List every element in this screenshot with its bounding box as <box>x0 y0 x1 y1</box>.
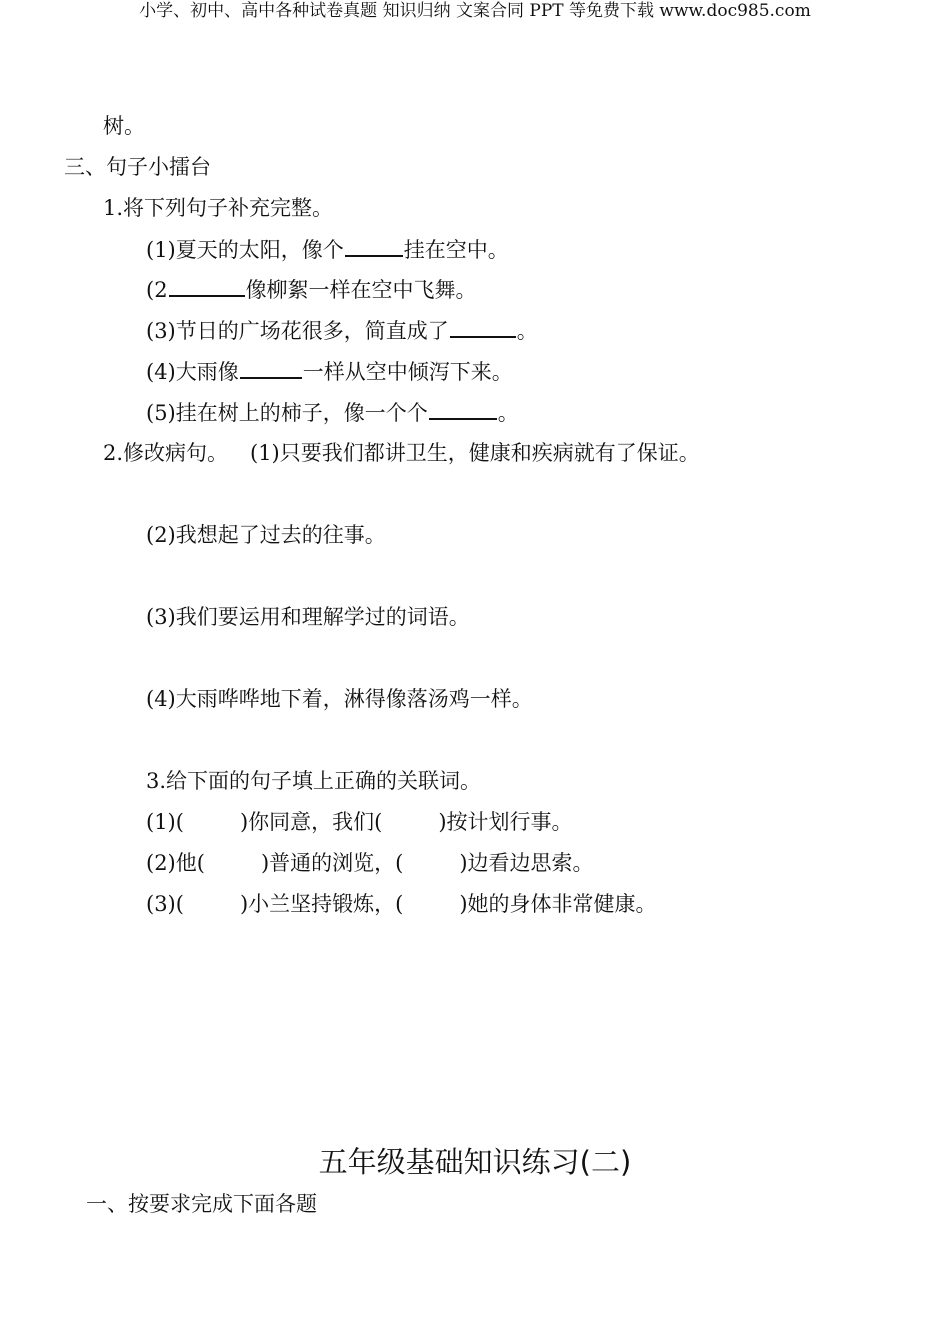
line-text: )她的身体非常健康。 <box>459 892 657 916</box>
line-text: )按计划行事。 <box>438 810 573 834</box>
sentence-item: (2)我想起了过去的往事。 <box>146 523 386 547</box>
line-text: 。 <box>497 401 519 425</box>
fill-blank-line <box>146 317 538 344</box>
conjunction-line <box>146 850 594 876</box>
question-prompt: 1.将下列句子补充完整。 <box>103 196 334 220</box>
sentence-item: (3)我们要运用和理解学过的词语。 <box>146 605 470 629</box>
line-text: (1)( <box>146 810 184 834</box>
line-text: (4)大雨像 <box>146 360 239 384</box>
question-prompt: 2.修改病句。 <box>103 441 229 465</box>
conjunction-line <box>146 809 573 835</box>
question-prompt: 3.给下面的句子填上正确的关联词。 <box>146 769 482 793</box>
line-text: (1)夏天的太阳，像个 <box>146 238 344 262</box>
line-text: 。 <box>516 319 538 343</box>
line-text: 一样从空中倾泻下来。 <box>302 360 513 384</box>
page-header: 小学、初中、高中各种试卷真题 知识归纳 文案合同 PPT 等免费下载 www.doc985.com <box>139 1 811 21</box>
sentence-item: (4)大雨哗哗地下着，淋得像落汤鸡一样。 <box>146 687 533 711</box>
line-text: (3)节日的广场花很多，简直成了 <box>146 319 449 343</box>
line-text: (2)他( <box>146 851 205 875</box>
blank <box>450 317 516 338</box>
fill-blank-line <box>146 358 513 385</box>
fill-blank-line <box>146 399 519 426</box>
line-text: )你同意，我们( <box>239 810 383 834</box>
line-text: )边看边思索。 <box>459 851 594 875</box>
next-section-subheading: 一、按要求完成下面各题 <box>86 1192 317 1216</box>
next-section-title: 五年级基础知识练习(二) <box>318 1145 632 1179</box>
line-text: 挂在空中。 <box>403 238 509 262</box>
blank <box>169 276 245 297</box>
fill-blank-line <box>146 276 477 303</box>
fill-blank-line <box>146 236 509 263</box>
conjunction-line <box>146 891 657 917</box>
blank <box>240 358 302 379</box>
carry-over-text: 树。 <box>103 114 145 138</box>
blank <box>345 236 403 257</box>
line-text: (2 <box>146 278 168 302</box>
section-heading: 三、句子小擂台 <box>64 155 211 179</box>
line-text: 像柳絮一样在空中飞舞。 <box>245 278 477 302</box>
line-text: (3)( <box>146 892 184 916</box>
line-text: )小兰坚持锻炼，( <box>239 892 404 916</box>
blank <box>429 399 497 420</box>
line-text: )普通的浏览，( <box>260 851 404 875</box>
line-text: (5)挂在树上的柿子，像一个个 <box>146 401 428 425</box>
sentence-item: (1)只要我们都讲卫生，健康和疾病就有了保证。 <box>250 441 700 465</box>
